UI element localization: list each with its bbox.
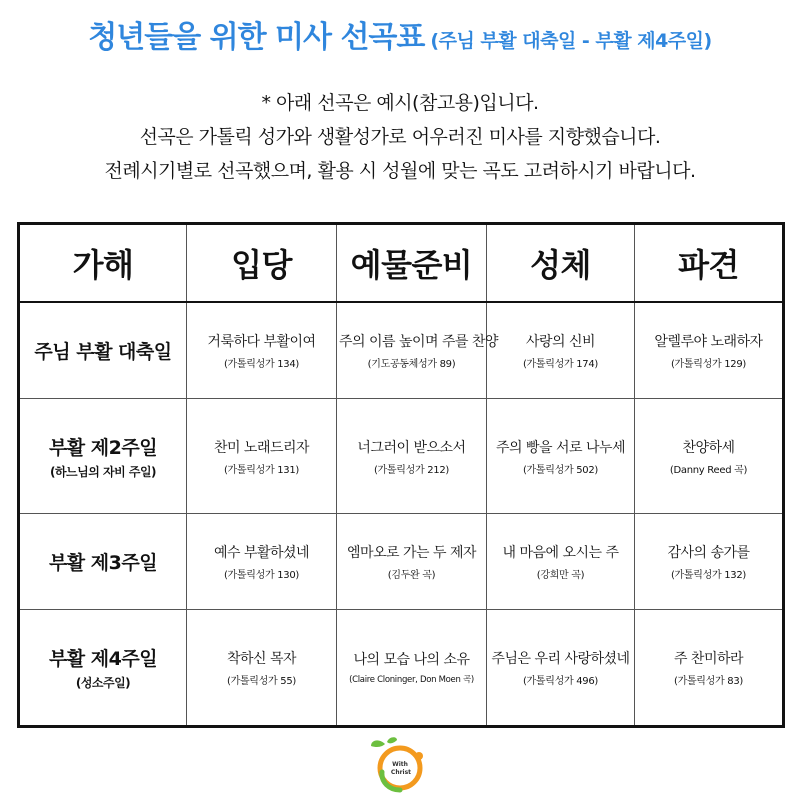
day-name: 부활 제2주일 [48,436,158,459]
table-header-row [19,224,784,303]
song-source: (가톨릭성가 132) [670,569,747,581]
song-cell [187,514,337,610]
song-title: 주의 이름 높이며 주를 찬양 [339,334,499,351]
song-title: 예수 부활하셨네 [213,544,310,561]
song-cell [635,399,784,514]
song-cell [187,302,337,399]
song-source: (Danny Reed 곡) [669,464,748,476]
row-day-label [19,514,187,610]
column-header-year: 가해 [19,224,187,303]
table-row [19,302,784,399]
table-row [19,514,784,610]
song-source: (기도공동체성가 89) [367,359,456,371]
song-title: 찬미 노래드리자 [213,439,310,456]
column-header-communion: 성체 [487,224,635,303]
day-name: 부활 제4주일 [48,647,158,670]
song-source: (가톨릭성가 212) [373,464,450,476]
row-day-label [19,399,187,514]
row-day-label [19,302,187,399]
page-title: 청년들을 위한 미사 선곡표 [88,20,425,55]
logo-text-line2: Christ [390,769,412,776]
song-source: (가톨릭성가 55) [226,675,296,687]
song-title: 거룩하다 부활이여 [207,334,316,351]
song-title: 착하신 목자 [226,650,297,667]
column-header-entrance: 입당 [187,224,337,303]
song-title: 너그러이 받으소서 [357,439,466,456]
song-source: (가톨릭성가 174) [522,359,599,371]
song-title: 엠마오로 가는 두 제자 [346,544,477,561]
day-subtitle: (성소주일) [75,675,131,690]
song-source: (가톨릭성가 134) [223,359,300,371]
song-source: (가톨릭성가 502) [522,464,599,476]
song-title: 찬양하세 [682,439,735,456]
note-line: 전례시기별로 선곡했으며, 활용 시 성월에 맞는 곡도 고려하시기 바랍니다. [104,160,696,182]
table-row [19,609,784,726]
song-title: 주의 빵을 서로 나누세 [495,439,626,456]
song-title: 나의 모습 나의 소유 [353,652,470,669]
song-cell [337,302,499,399]
day-name: 주님 부활 대축일 [34,341,172,364]
page-subtitle: (주님 부활 대축일 - 부활 제4주일) [430,30,712,52]
song-source: (가톨릭성가 129) [670,359,747,371]
song-cell [187,399,337,514]
with-christ-logo [367,736,433,794]
song-cell [487,609,635,726]
song-cell [487,302,635,399]
song-cell [487,514,635,610]
song-title: 주 찬미하라 [673,650,744,667]
column-header-dismissal: 파견 [635,224,784,303]
song-cell [187,609,337,726]
song-cell [337,514,487,610]
song-source: (가톨릭성가 496) [522,675,599,687]
song-title: 내 마음에 오시는 주 [502,544,619,561]
song-cell [487,399,635,514]
song-source: (가톨릭성가 83) [673,675,743,687]
song-title: 알렐루야 노래하자 [654,334,763,351]
song-cell [635,609,784,726]
day-name: 부활 제3주일 [48,551,158,574]
song-source: (김두완 곡) [387,569,436,581]
table-row [19,399,784,514]
song-cell [635,514,784,610]
column-header-offertory: 예물준비 [337,224,487,303]
row-day-label [19,609,187,726]
song-schedule-table [17,222,785,728]
logo-mark-icon [367,736,433,794]
song-source: (가톨릭성가 131) [223,464,300,476]
note-line: 선곡은 가톨릭 성가와 생활성가로 어우러진 미사를 지향했습니다. [139,126,661,148]
song-source: (가톨릭성가 130) [223,569,300,581]
logo-text-line1: With [392,761,408,768]
song-cell [635,302,784,399]
notes-block [0,86,800,188]
song-source: (Claire Cloninger, Don Moen 곡) [349,675,474,686]
song-title: 감사의 송가를 [667,544,750,561]
note-line: * 아래 선곡은 예시(참고용)입니다. [261,92,539,114]
song-title: 사랑의 신비 [525,334,596,351]
page-header [0,12,800,56]
day-subtitle: (하느님의 자비 주일) [49,464,157,479]
song-cell [337,399,487,514]
song-cell [337,609,487,726]
song-source: (강희만 곡) [536,569,585,581]
song-title: 주님은 우리 사랑하셨네 [491,650,630,667]
